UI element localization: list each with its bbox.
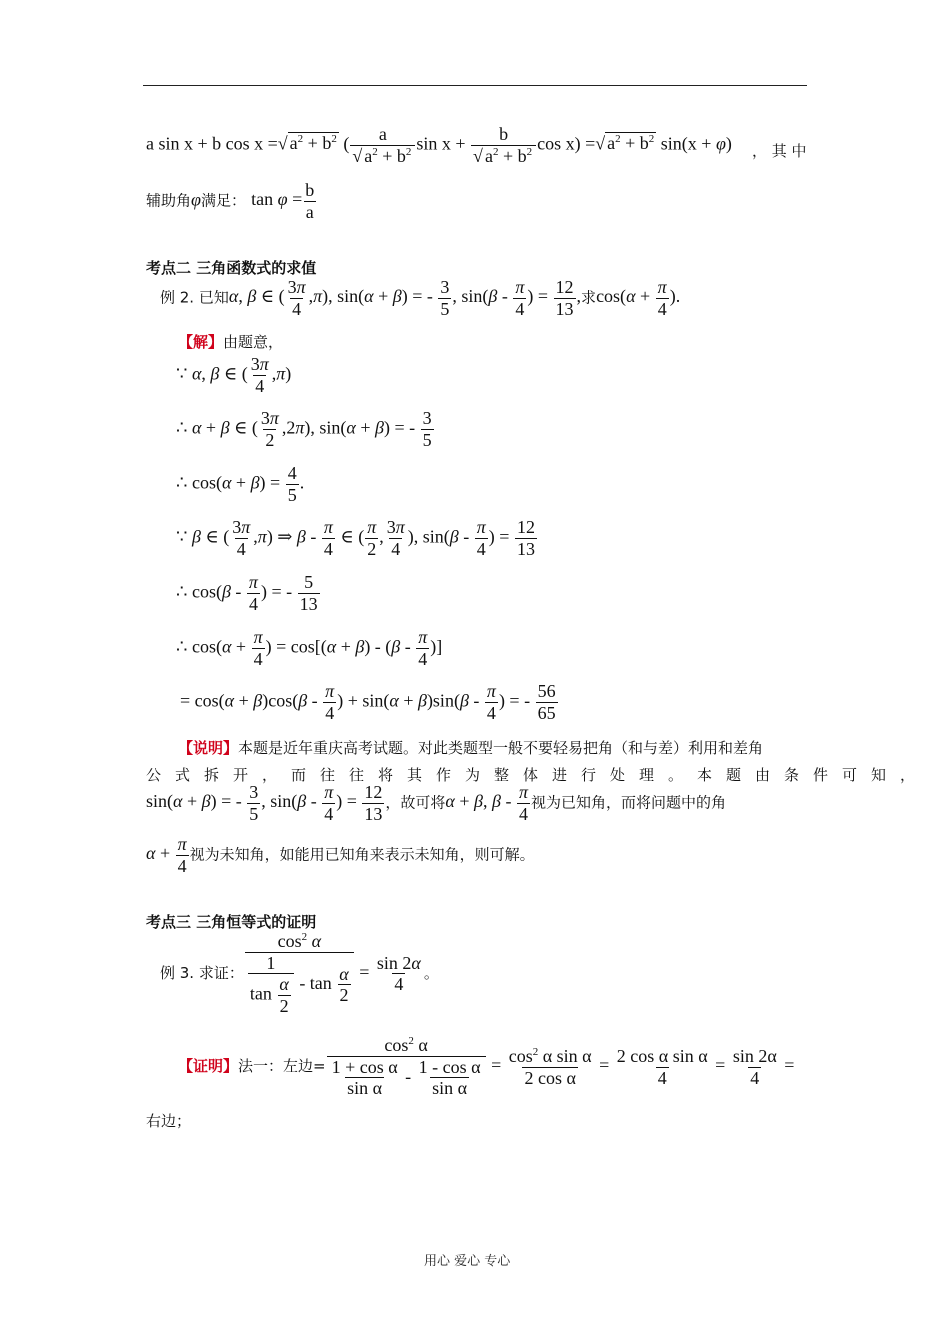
note-2-line-1: 【说明】本题是近年重庆高考试题。对此类题型一般不要轻易把角（和与差）利用和差角	[178, 739, 764, 757]
solution-step-4: ∵ β ∈ ( $\frac{3\pi}{4}$ ,π) ⇒ β - $\frac{\pi}{4}$ ∈ ( $\frac{\pi}{2}$ , $\frac{3\pi}{4}$ ), sin(β - $\frac{\pi}{4}$ ) = $\frac{12}{13}$	[176, 517, 535, 559]
auxiliary-angle-formula: a sin x + b cos x =√ $a^2 + b^2$ ( $\frac{a}{√ a^2 + b^2}$ sin x + $\frac{b}{√ a^2 + b^2}$ cos x) =√ $a^2 + b^2$ sin(x + φ)	[146, 124, 732, 166]
formula-tail: ， 其 中	[752, 142, 807, 160]
page-footer: 用心 爱心 专心	[424, 1254, 511, 1269]
proof-3-line-1: 【证明】法一：左边= $\cos^2 \alpha$ $\frac{\text{1 + cos α}}{\text{sin α}}$ - $\frac{\text{1 - cos α}}{\text{sin α}}$ = $\frac{\cos^2 \alpha \sin \alpha}{\text{2 cos α}}$ = $\frac{\text{2 cos α sin α}}{4}$ = $\frac{\sin 2\alpha}{4}$ =	[178, 1035, 795, 1099]
note-2-line-4: α + $\frac{\pi}{4}$ 视为未知角，如能用已知角来表示未知角，则可解。	[146, 834, 535, 876]
note-2-line-3: sin(α + β) = - $\frac{3}{5}$ , sin(β - $\frac{\pi}{4}$ ) = $\frac{12}{13}$ ，故可将α + β, β - $\frac{\pi}{4}$ 视为已知角，而将问题中的角	[146, 782, 726, 824]
section-heading-2: 考点二 三角函数式的求值	[146, 259, 317, 277]
proof-3-right-side: 右边；	[146, 1112, 192, 1130]
solution-step-7: = cos(α + β)cos(β - $\frac{\pi}{4}$ ) + sin(α + β)sin(β - $\frac{\pi}{4}$ ) = - $\frac{56}{65}$	[180, 681, 556, 723]
solution-step-1: ∵ α, β ∈ ( $\frac{3\pi}{4}$ ,π)	[176, 354, 292, 396]
section-heading-3: 考点三 三角恒等式的证明	[146, 913, 317, 931]
example-3: 例 3. 求证： $\cos^2 \alpha$ 1 tan $\frac{\alpha}{2}$ - tan $\frac{\alpha}{2}$ = $\frac{\sin 2\alpha}{4}$ 。	[160, 931, 439, 1017]
example-2: 例 2. 已知α, β ∈ ( $\frac{3\pi}{4}$ ,π), sin(α + β) = - $\frac{3}{5}$ , sin(β - $\frac{\pi}{4}$ ) = $\frac{12}{13}$ ,求cos(α + $\frac{\pi}{4}$ ).	[160, 277, 681, 319]
auxiliary-angle-condition: 辅助角φ满足： tan φ = $\frac{b}{a}$	[146, 180, 315, 222]
solution-2-intro: 【解】由题意，	[178, 333, 284, 351]
header-rule	[143, 85, 807, 86]
solution-step-5: ∴ cos(β - $\frac{\pi}{4}$ ) = - $\frac{5}{13}$	[176, 572, 318, 614]
solution-step-2: ∴ α + β ∈ ( $\frac{3\pi}{2}$ ,2π), sin(α + β) = - $\frac{3}{5}$	[176, 408, 432, 450]
note-2-line-2: 公式拆开，而往往将其作为整体进行处理。本题由条件可知，	[146, 766, 930, 784]
solution-step-6: ∴ cos(α + $\frac{\pi}{4}$ ) = cos[(α + β) - (β - $\frac{\pi}{4}$ )]	[176, 627, 443, 669]
solution-step-3: ∴ cos(α + β) = $\frac{4}{5}$ .	[176, 463, 305, 505]
